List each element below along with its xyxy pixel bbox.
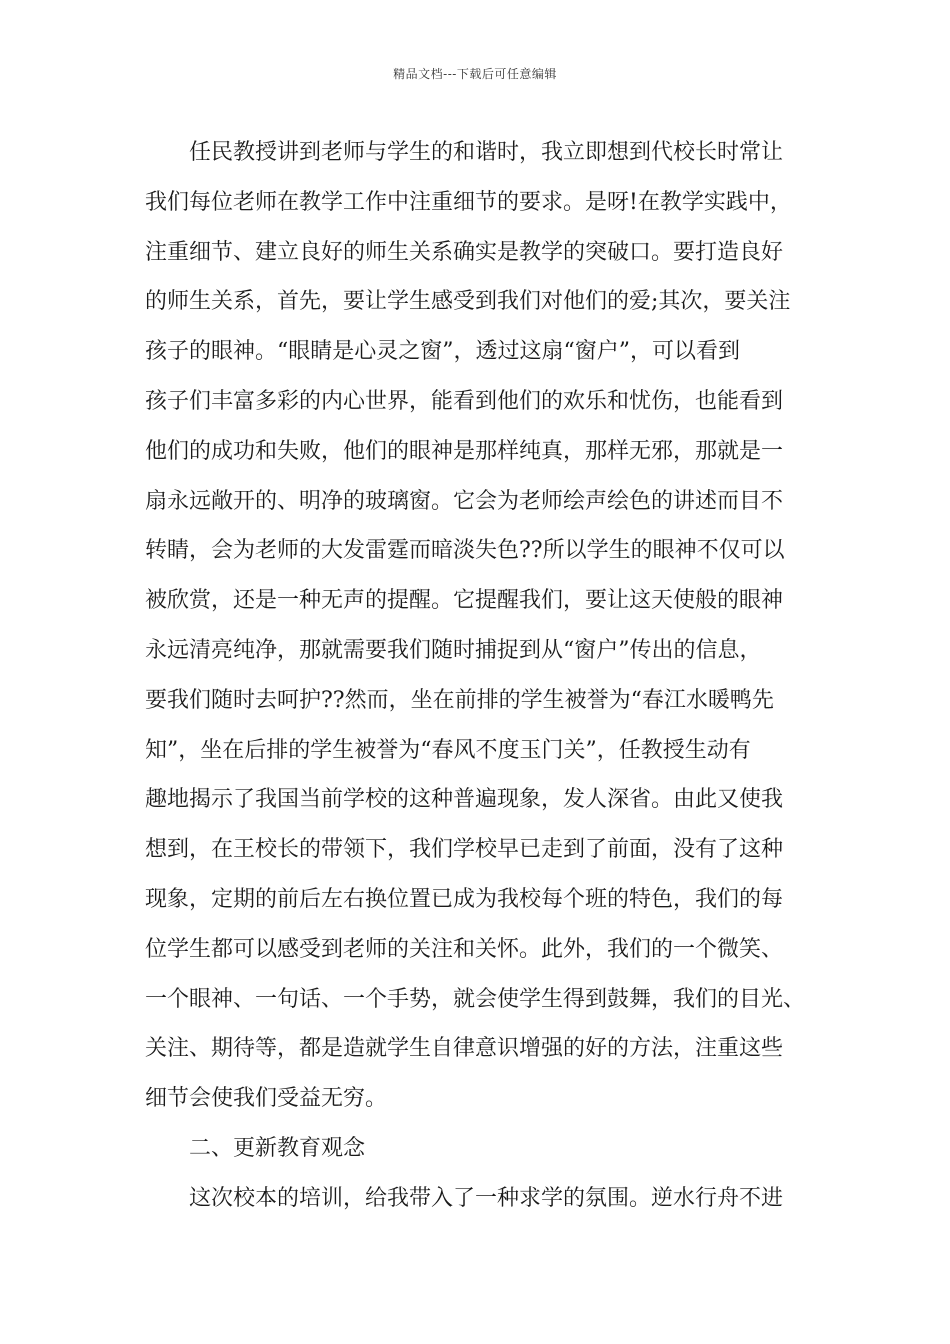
paragraph-line: 知”，坐在后排的学生被誉为“春风不度玉门关”，任教授生动有 [145, 737, 751, 763]
paragraph-line: 一个眼神、一句话、一个手势，就会使学生得到鼓舞，我们的目光、 [145, 986, 806, 1012]
paragraph-line: 永远清亮纯净，那就需要我们随时捕捉到从“窗户”传出的信息， [145, 637, 762, 663]
paragraph-line: 注重细节、建立良好的师生关系确实是教学的突破口。要打造良好 [145, 239, 784, 265]
paragraph-line: 想到，在王校长的带领下，我们学校早已走到了前面，没有了这种 [145, 837, 784, 863]
page-header: 精品文档---下载后可任意编辑 [393, 67, 557, 81]
paragraph-line: 位学生都可以感受到老师的关注和关怀。此外，我们的一个微笑、 [145, 936, 784, 962]
paragraph-line: 现象，定期的前后左右换位置已成为我校每个班的特色，我们的每 [145, 886, 784, 912]
paragraph-line: 这次校本的培训，给我带入了一种求学的氛围。逆水行舟不进 [189, 1185, 784, 1211]
paragraph-line: 我们每位老师在教学工作中注重细节的要求。是呀!在教学实践中， [145, 189, 792, 215]
paragraph-line: 任民教授讲到老师与学生的和谐时，我立即想到代校长时常让 [189, 140, 784, 165]
paragraph-line: 转睛，会为老师的大发雷霆而暗淡失色??所以学生的眼神不仅可以 [145, 538, 785, 564]
paragraph-line: 趣地揭示了我国当前学校的这种普遍现象，发人深省。由此又使我 [145, 787, 784, 813]
paragraph-line: 细节会使我们受益无穷。 [145, 1086, 388, 1112]
paragraph-line: 他们的成功和失败，他们的眼神是那样纯真，那样无邪，那就是一 [145, 438, 784, 464]
paragraph-line: 的师生关系，首先，要让学生感受到我们对他们的爱;其次，要关注 [145, 289, 791, 315]
paragraph-line: 扇永远敞开的、明净的玻璃窗。它会为老师绘声绘色的讲述而目不 [145, 488, 784, 514]
paragraph-line: 孩子的眼神。“眼睛是心灵之窗”，透过这扇“窗户”，可以看到 [145, 339, 740, 365]
document-body [145, 133, 835, 1229]
section-heading: 二、更新教育观念 [189, 1135, 366, 1161]
paragraph-line: 要我们随时去呵护??然而，坐在前排的学生被誉为“春江水暖鸭先 [145, 687, 774, 713]
paragraph-line: 孩子们丰富多彩的内心世界，能看到他们的欢乐和忧伤，也能看到 [145, 388, 784, 414]
paragraph-line: 被欣赏，还是一种无声的提醒。它提醒我们，要让这天使般的眼神 [145, 588, 784, 614]
paragraph-line: 关注、期待等，都是造就学生自律意识增强的好的方法，注重这些 [145, 1036, 784, 1062]
